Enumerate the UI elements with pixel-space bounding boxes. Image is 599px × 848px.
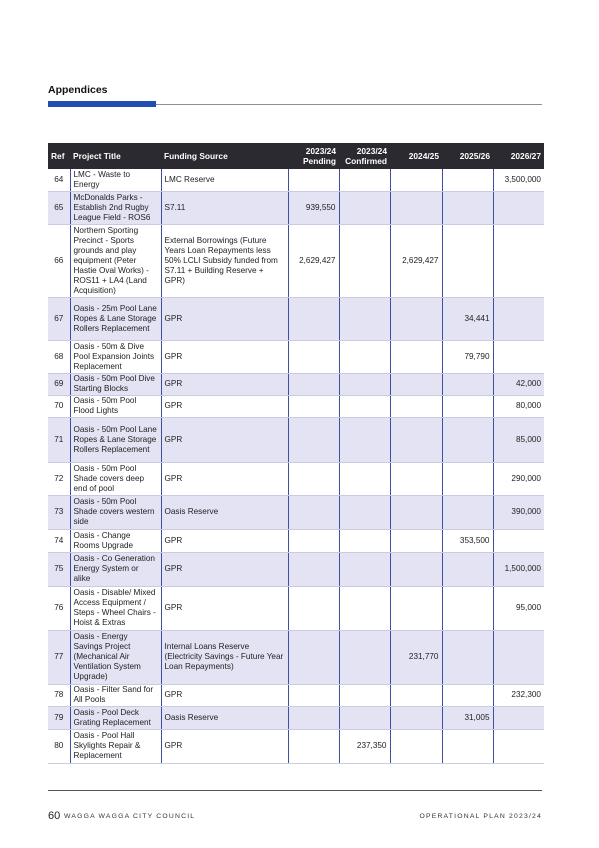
cell-project-title: McDonalds Parks - Establish 2nd Rugby League Field - ROS6 (70, 191, 161, 224)
cell-2023-24-confirmed: 237,350 (339, 729, 390, 763)
cell-2025-26 (442, 191, 493, 224)
col-header-2023-24-pending: 2023/24 Pending (288, 143, 339, 169)
cell-project-title: Oasis - Disable/ Mixed Access Equipment / Steps - Wheel Chairs - Hoist & Extras (70, 586, 161, 630)
cell-2023-24-confirmed (339, 297, 390, 340)
cell-2023-24-confirmed (339, 395, 390, 417)
cell-2026-27: 3,500,000 (493, 169, 544, 191)
cell-ref: 71 (48, 417, 70, 462)
cell-2026-27 (493, 706, 544, 729)
table-row (48, 340, 544, 373)
cell-2024-25: 2,629,427 (390, 224, 442, 297)
cell-project-title: Oasis - 50m Pool Lane Ropes & Lane Storage Rollers Replacement (70, 417, 161, 462)
cell-ref: 74 (48, 529, 70, 552)
cell-project-title: Oasis - Pool Hall Skylights Repair & Replacement (70, 729, 161, 763)
cell-2024-25 (390, 417, 442, 462)
table-row (48, 586, 544, 630)
col-header-funding-source: Funding Source (161, 143, 288, 169)
table-row (48, 373, 544, 395)
cell-2026-27 (493, 191, 544, 224)
cell-funding-source: GPR (161, 417, 288, 462)
cell-ref: 73 (48, 495, 70, 529)
cell-ref: 66 (48, 224, 70, 297)
table-row (48, 191, 544, 224)
cell-2023-24-pending (288, 462, 339, 495)
cell-ref: 78 (48, 684, 70, 706)
cell-2023-24-pending (288, 395, 339, 417)
cell-funding-source: LMC Reserve (161, 169, 288, 191)
cell-ref: 67 (48, 297, 70, 340)
col-header-ref: Ref (48, 143, 70, 169)
cell-funding-source: GPR (161, 395, 288, 417)
cell-2025-26 (442, 224, 493, 297)
cell-2024-25 (390, 586, 442, 630)
cell-2025-26 (442, 630, 493, 684)
cell-2025-26 (442, 373, 493, 395)
cell-2026-27 (493, 529, 544, 552)
cell-2023-24-pending (288, 169, 339, 191)
footer-divider (48, 790, 542, 791)
table-row (48, 495, 544, 529)
cell-2023-24-confirmed (339, 706, 390, 729)
cell-2023-24-confirmed (339, 191, 390, 224)
col-header-2026-27: 2026/27 (493, 143, 544, 169)
cell-2025-26 (442, 729, 493, 763)
cell-ref: 69 (48, 373, 70, 395)
cell-2023-24-confirmed (339, 586, 390, 630)
cell-2023-24-pending: 939,550 (288, 191, 339, 224)
cell-2026-27: 95,000 (493, 586, 544, 630)
cell-ref: 75 (48, 552, 70, 586)
cell-funding-source: GPR (161, 586, 288, 630)
cell-2024-25 (390, 552, 442, 586)
cell-funding-source: GPR (161, 552, 288, 586)
cell-funding-source: GPR (161, 297, 288, 340)
col-header-project-title: Project Title (70, 143, 161, 169)
cell-2026-27: 290,000 (493, 462, 544, 495)
col-header-2024-25: 2024/25 (390, 143, 442, 169)
cell-2023-24-confirmed (339, 630, 390, 684)
cell-2024-25: 231,770 (390, 630, 442, 684)
cell-ref: 80 (48, 729, 70, 763)
cell-2023-24-pending: 2,629,427 (288, 224, 339, 297)
cell-2025-26 (442, 395, 493, 417)
cell-2023-24-pending (288, 630, 339, 684)
table-row (48, 395, 544, 417)
cell-funding-source: Oasis Reserve (161, 706, 288, 729)
cell-2023-24-confirmed (339, 340, 390, 373)
cell-2025-26: 353,500 (442, 529, 493, 552)
cell-2023-24-pending (288, 373, 339, 395)
table-header-row (48, 143, 544, 169)
table-row (48, 552, 544, 586)
cell-funding-source: GPR (161, 373, 288, 395)
cell-2026-27 (493, 630, 544, 684)
cell-project-title: LMC - Waste to Energy (70, 169, 161, 191)
cell-2025-26 (442, 684, 493, 706)
table-row (48, 706, 544, 729)
title-accent-bar (48, 101, 156, 107)
cell-2024-25 (390, 395, 442, 417)
table-row (48, 224, 544, 297)
cell-2025-26: 34,441 (442, 297, 493, 340)
cell-ref: 65 (48, 191, 70, 224)
cell-2024-25 (390, 340, 442, 373)
cell-project-title: Northern Sporting Precinct - Sports grounds and play equipment (Peter Hastie Oval Works) - ROS11 + LA4 (Land Acquisition) (70, 224, 161, 297)
cell-2026-27: 1,500,000 (493, 552, 544, 586)
cell-funding-source: GPR (161, 529, 288, 552)
cell-project-title: Oasis - 50m Pool Flood Lights (70, 395, 161, 417)
cell-2024-25 (390, 684, 442, 706)
cell-2023-24-confirmed (339, 684, 390, 706)
cell-ref: 79 (48, 706, 70, 729)
cell-project-title: Oasis - 50m Pool Shade covers western side (70, 495, 161, 529)
cell-2026-27 (493, 729, 544, 763)
cell-project-title: Oasis - Energy Savings Project (Mechanical Air Ventilation System Upgrade) (70, 630, 161, 684)
cell-ref: 64 (48, 169, 70, 191)
cell-funding-source: Oasis Reserve (161, 495, 288, 529)
cell-2023-24-confirmed (339, 462, 390, 495)
cell-project-title: Oasis - 50m Pool Dive Starting Blocks (70, 373, 161, 395)
cell-project-title: Oasis - Pool Deck Grating Replacement (70, 706, 161, 729)
cell-2026-27 (493, 297, 544, 340)
cell-2024-25 (390, 729, 442, 763)
cell-2023-24-pending (288, 495, 339, 529)
cell-ref: 77 (48, 630, 70, 684)
document-name: OPERATIONAL PLAN 2023/24 (419, 813, 542, 820)
cell-2023-24-pending (288, 552, 339, 586)
section-title: Appendices (48, 84, 108, 96)
cell-2026-27: 85,000 (493, 417, 544, 462)
cell-2023-24-pending (288, 586, 339, 630)
cell-2025-26 (442, 417, 493, 462)
cell-ref: 72 (48, 462, 70, 495)
cell-2023-24-pending (288, 529, 339, 552)
cell-project-title: Oasis - 25m Pool Lane Ropes & Lane Storage Rollers Replacement (70, 297, 161, 340)
cell-2026-27: 390,000 (493, 495, 544, 529)
cell-funding-source: GPR (161, 729, 288, 763)
cell-ref: 76 (48, 586, 70, 630)
table-row (48, 729, 544, 763)
cell-2026-27 (493, 224, 544, 297)
cell-2023-24-confirmed (339, 169, 390, 191)
cell-2023-24-pending (288, 706, 339, 729)
cell-ref: 70 (48, 395, 70, 417)
table-row (48, 630, 544, 684)
cell-2023-24-confirmed (339, 373, 390, 395)
cell-2025-26 (442, 462, 493, 495)
cell-2026-27: 42,000 (493, 373, 544, 395)
cell-2024-25 (390, 706, 442, 729)
cell-2025-26 (442, 586, 493, 630)
cell-2024-25 (390, 191, 442, 224)
cell-2023-24-confirmed (339, 417, 390, 462)
cell-2023-24-pending (288, 340, 339, 373)
table-row (48, 417, 544, 462)
cell-2024-25 (390, 373, 442, 395)
cell-project-title: Oasis - 50m & Dive Pool Expansion Joints Replacement (70, 340, 161, 373)
col-header-2025-26: 2025/26 (442, 143, 493, 169)
cell-funding-source: S7.11 (161, 191, 288, 224)
cell-project-title: Oasis - 50m Pool Shade covers deep end of pool (70, 462, 161, 495)
col-header-2023-24-confirmed: 2023/24 Confirmed (339, 143, 390, 169)
cell-2024-25 (390, 462, 442, 495)
table-row (48, 297, 544, 340)
cell-2026-27: 232,300 (493, 684, 544, 706)
cell-2023-24-pending (288, 729, 339, 763)
capital-works-table (48, 143, 544, 764)
cell-ref: 68 (48, 340, 70, 373)
table-row (48, 529, 544, 552)
table-row (48, 462, 544, 495)
page-number: 60 (48, 810, 61, 822)
table-row (48, 169, 544, 191)
cell-2023-24-confirmed (339, 529, 390, 552)
cell-funding-source: GPR (161, 684, 288, 706)
cell-2024-25 (390, 169, 442, 191)
cell-2023-24-pending (288, 684, 339, 706)
cell-2025-26 (442, 169, 493, 191)
cell-2026-27: 80,000 (493, 395, 544, 417)
cell-funding-source: GPR (161, 462, 288, 495)
cell-2024-25 (390, 297, 442, 340)
cell-2023-24-confirmed (339, 495, 390, 529)
cell-2023-24-confirmed (339, 224, 390, 297)
cell-2023-24-confirmed (339, 552, 390, 586)
cell-funding-source: Internal Loans Reserve (Electricity Savings - Future Year Loan Repayments) (161, 630, 288, 684)
cell-2023-24-pending (288, 297, 339, 340)
cell-2024-25 (390, 495, 442, 529)
cell-2024-25 (390, 529, 442, 552)
cell-2023-24-pending (288, 417, 339, 462)
cell-2025-26 (442, 495, 493, 529)
cell-2025-26 (442, 552, 493, 586)
cell-2025-26: 79,790 (442, 340, 493, 373)
table-row (48, 684, 544, 706)
cell-funding-source: GPR (161, 340, 288, 373)
cell-2026-27 (493, 340, 544, 373)
cell-funding-source: External Borrowings (Future Years Loan Repayments less 50% LCLI Subsidy funded from S7.11 + Building Reserve + GPR) (161, 224, 288, 297)
cell-project-title: Oasis - Co Generation Energy System or alike (70, 552, 161, 586)
cell-project-title: Oasis - Change Rooms Upgrade (70, 529, 161, 552)
cell-project-title: Oasis - Filter Sand for All Pools (70, 684, 161, 706)
council-name: WAGGA WAGGA CITY COUNCIL (64, 813, 196, 820)
cell-2025-26: 31,005 (442, 706, 493, 729)
